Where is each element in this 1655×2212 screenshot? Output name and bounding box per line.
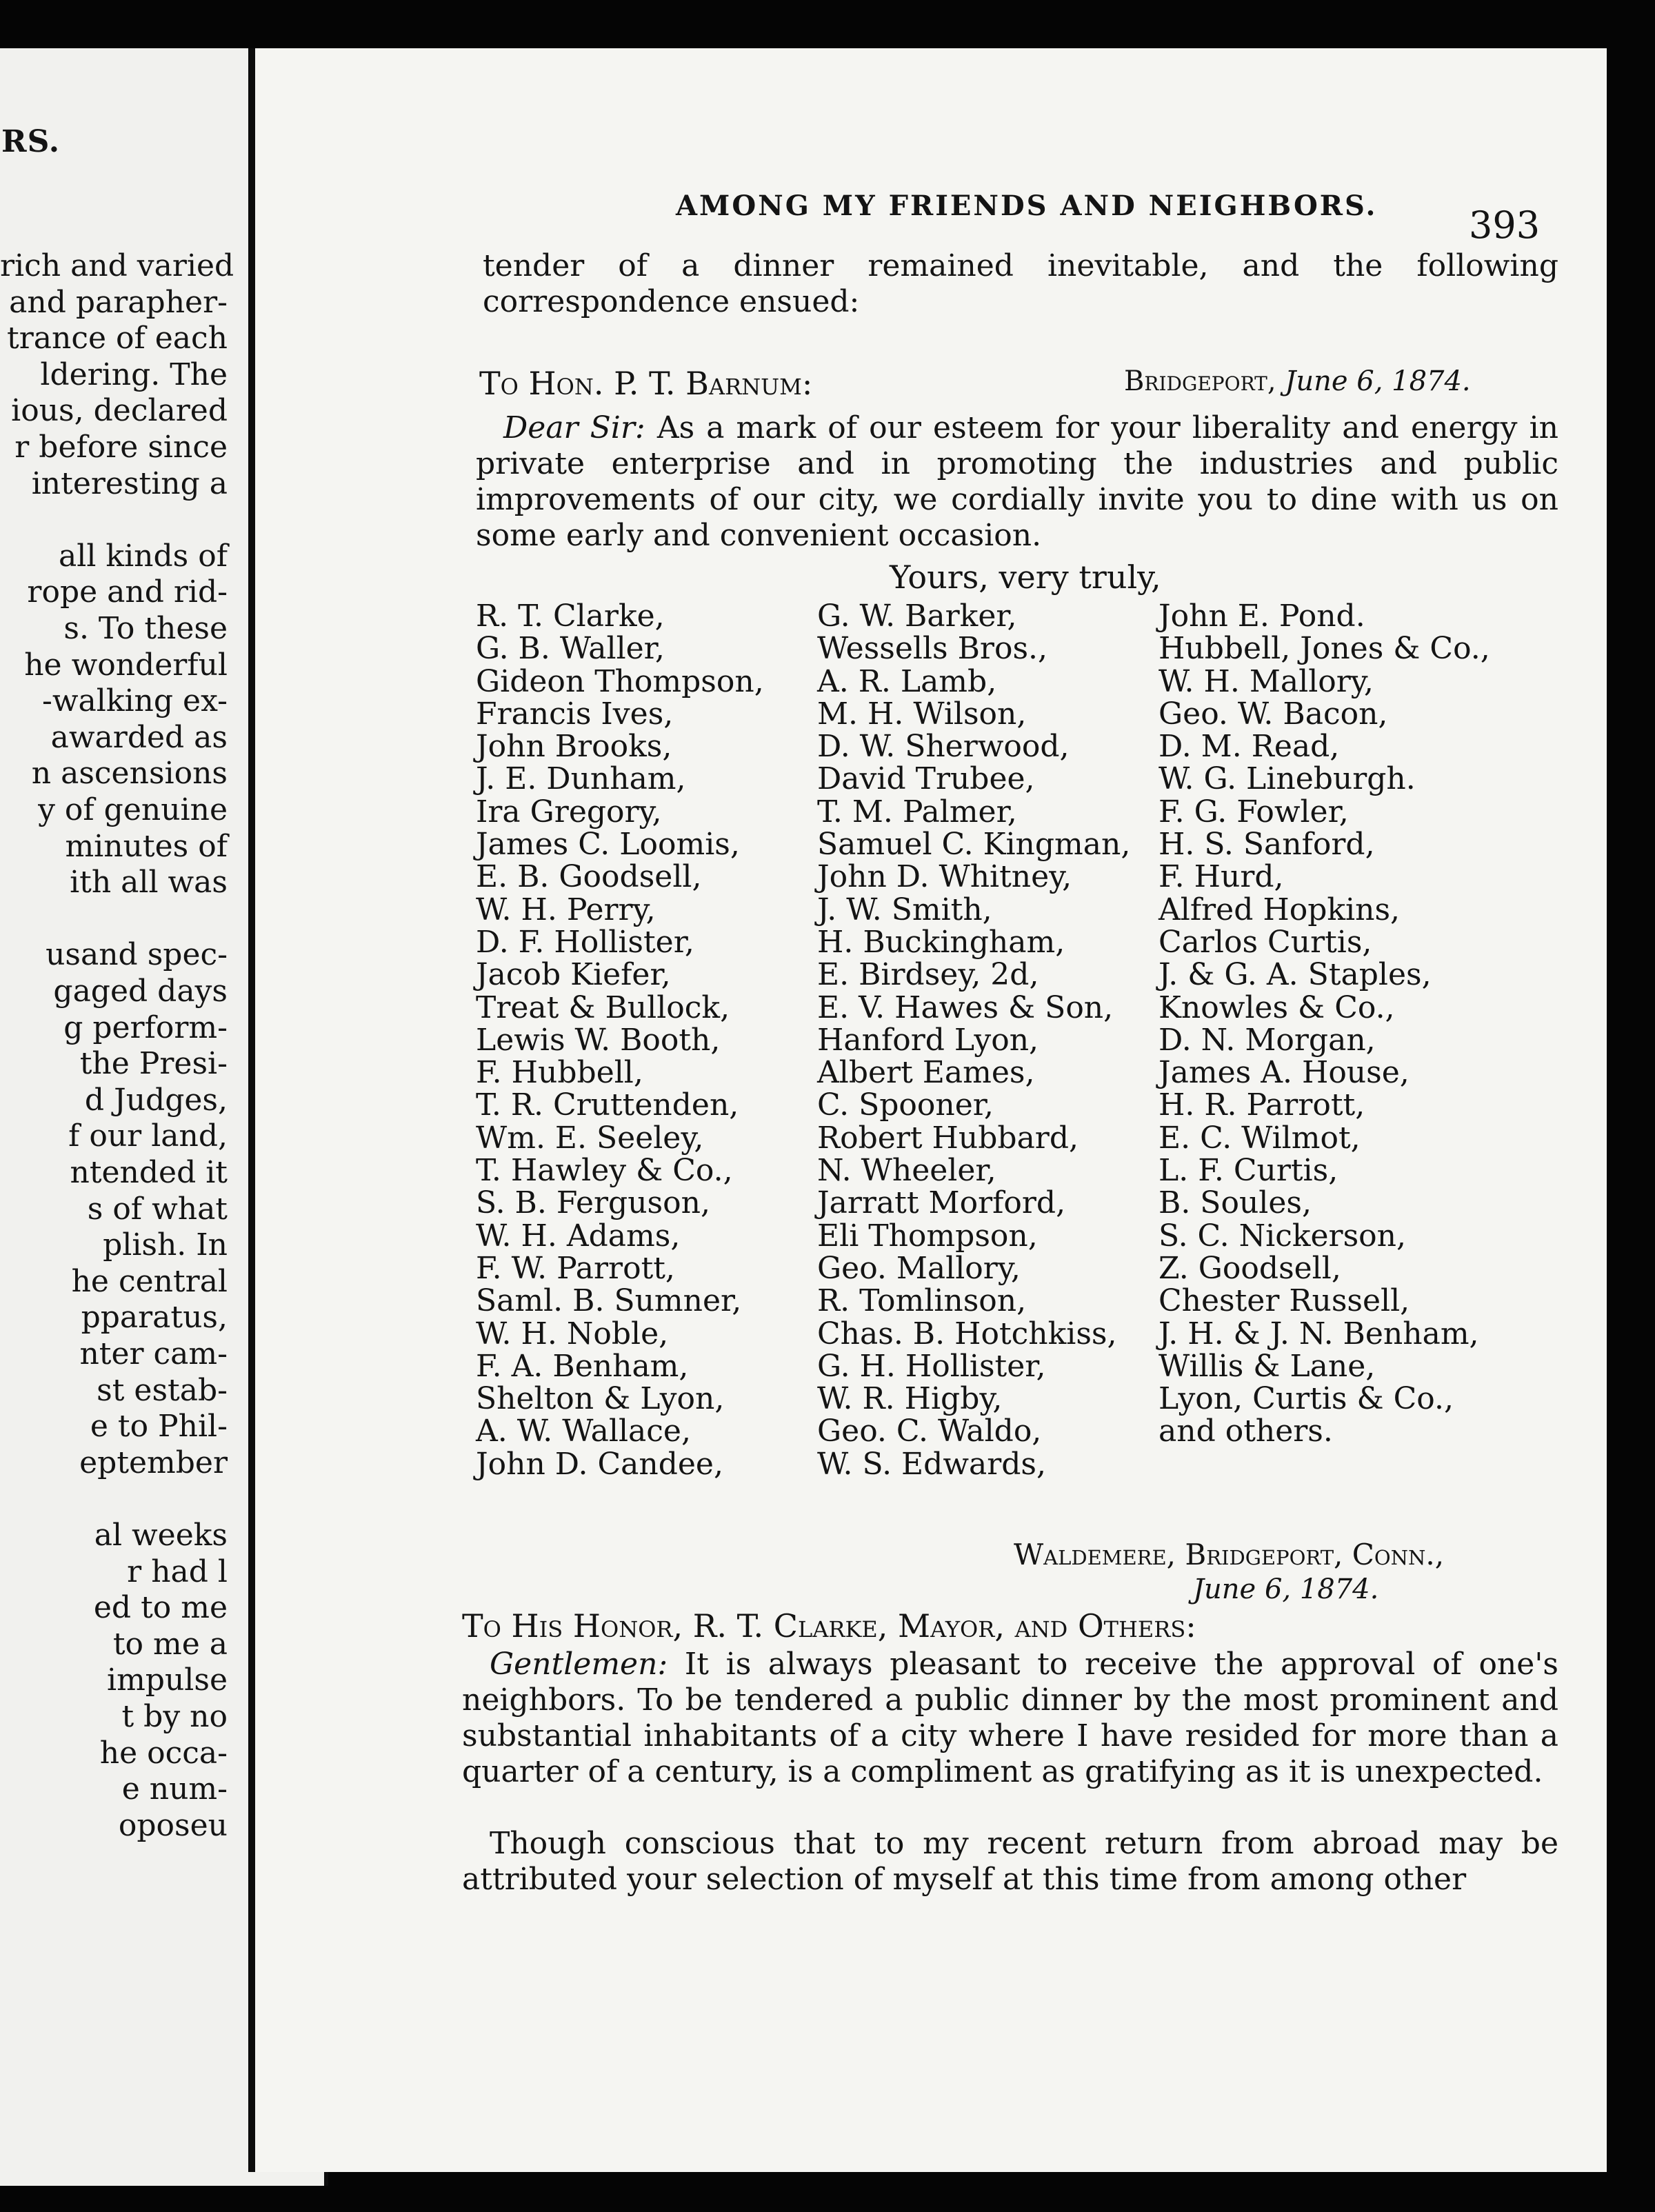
left-page-line: he central <box>71 1263 228 1299</box>
signer-name: Z. Goodsell, <box>1158 1250 1341 1286</box>
letter2-body-continued: Though conscious that to my recent return from abroad may be attributed your selection of myself at this time from among other <box>462 1826 1558 1897</box>
signer-name: E. Birdsey, 2d, <box>817 957 1039 993</box>
signer-name: J. H. & J. N. Benham, <box>1158 1316 1479 1351</box>
signer-name: H. S. Sanford, <box>1158 827 1375 863</box>
signer-name: A. W. Wallace, <box>476 1414 691 1449</box>
signers-column-2 <box>817 600 1130 1480</box>
signer-name: T. M. Palmer, <box>817 794 1017 830</box>
signer-name: Treat & Bullock, <box>476 989 730 1025</box>
signer-name: W. G. Lineburgh. <box>1158 761 1416 797</box>
left-page-header: RS. <box>1 124 61 159</box>
left-page-line: s of what <box>87 1191 228 1227</box>
signer-name: Samuel C. Kingman, <box>817 827 1131 863</box>
left-page-line: oposeu <box>118 1807 228 1843</box>
signer-name: D. F. Hollister, <box>476 924 694 960</box>
signer-name: D. N. Morgan, <box>1158 1022 1376 1058</box>
signers-column-1 <box>476 600 764 1480</box>
letter2-body <box>462 1647 1558 1790</box>
signer-name: Lewis W. Booth, <box>476 1022 721 1058</box>
signer-name: N. Wheeler, <box>817 1153 996 1189</box>
left-page-line: rich and varied <box>0 248 234 283</box>
letter2-body-text: It is always pleasant to receive the approval of one's neighbors. To be tendered a public dinner by the most prominent and substantial inhabitants of a city where I have resided for more than a quarter of a century, is a compliment as gratifying as it is unexpected. <box>462 1647 1558 1789</box>
signer-name: J. & G. A. Staples, <box>1158 957 1432 993</box>
signer-name: John D. Candee, <box>476 1446 723 1482</box>
left-page-line: st estab- <box>97 1372 228 1408</box>
signer-name: S. B. Ferguson, <box>476 1185 710 1221</box>
left-page-line: he wonderful <box>24 647 228 683</box>
signer-name: Alfred Hopkins, <box>1158 892 1401 927</box>
left-page-line: to me a <box>112 1626 228 1662</box>
signer-name: L. F. Curtis, <box>1158 1153 1338 1189</box>
signer-name: W. H. Adams, <box>476 1218 681 1254</box>
signer-name: Shelton & Lyon, <box>476 1381 725 1417</box>
signer-name: E. V. Hawes & Son, <box>817 989 1114 1025</box>
signer-name: John Brooks, <box>476 729 672 765</box>
signer-name: Hubbell, Jones & Co., <box>1158 631 1490 667</box>
left-page-line: trance of each <box>7 321 228 356</box>
signer-name: W. H. Noble, <box>476 1316 669 1351</box>
left-page-line: pparatus, <box>81 1300 228 1336</box>
signer-name: Albert Eames, <box>817 1055 1035 1091</box>
left-page-line: f our land, <box>68 1118 228 1154</box>
signer-name: Willis & Lane, <box>1158 1348 1376 1384</box>
letter2-salutation: Gentlemen: <box>490 1647 668 1682</box>
left-page-line: y of genuine <box>38 792 228 827</box>
signer-name: C. Spooner, <box>817 1087 994 1123</box>
signer-name: Saml. B. Sumner, <box>476 1283 742 1319</box>
signer-name: D. W. Sherwood, <box>817 729 1070 765</box>
signer-name: Geo. Mallory, <box>817 1250 1021 1286</box>
left-page-line: interesting a <box>31 465 228 501</box>
signer-name: Carlos Curtis, <box>1158 924 1372 960</box>
signer-name: Chester Russell, <box>1158 1283 1410 1319</box>
signer-name: W. R. Higby, <box>817 1381 1003 1417</box>
right-page <box>248 48 1607 2172</box>
signer-name: W. S. Edwards, <box>817 1446 1046 1482</box>
signer-name: Gideon Thompson, <box>476 663 764 699</box>
signer-name: Jarratt Morford, <box>817 1185 1066 1221</box>
letter1-body-text: As a mark of our esteem for your liberality and energy in private enterprise and in promoting the industries and public improvements of our city, we cordially invite you to dine with us on some early and convenient occasion. <box>476 410 1558 553</box>
signer-name: James A. House, <box>1158 1055 1410 1091</box>
signer-name: John D. Whitney, <box>817 859 1072 895</box>
letter1-salutation: Dear Sir: <box>503 410 645 445</box>
signer-name: E. C. Wilmot, <box>1158 1120 1361 1156</box>
left-page-line: awarded as <box>50 719 228 755</box>
left-page-line: ldering. The <box>40 356 228 392</box>
left-page-line: minutes of <box>65 828 228 864</box>
left-page-line: g perform- <box>63 1009 228 1045</box>
letter1-place: Bridgeport, <box>1124 365 1276 397</box>
signer-name: Robert Hubbard, <box>817 1120 1079 1156</box>
left-page-line: ntended it <box>70 1155 228 1190</box>
signer-name: S. C. Nickerson, <box>1158 1218 1406 1254</box>
left-page-line: eptember <box>79 1445 228 1480</box>
left-page-line: e num- <box>121 1771 228 1807</box>
signer-name: E. B. Goodsell, <box>476 859 702 895</box>
signer-name: Jacob Kiefer, <box>476 957 671 993</box>
signer-name: David Trubee, <box>817 761 1035 797</box>
left-page-line: n ascensions <box>31 756 228 792</box>
signer-name: D. M. Read, <box>1158 729 1340 765</box>
left-page-line: r before since <box>14 430 228 465</box>
left-page-line: all kinds of <box>59 538 228 574</box>
left-page-line: t by no <box>121 1699 228 1734</box>
signer-name: Hanford Lyon, <box>817 1022 1039 1058</box>
letter1-dateline <box>1124 365 1471 397</box>
intro-paragraph: tender of a dinner remained inevitable, and the following correspondence ensued: <box>483 248 1558 319</box>
signer-name: Ira Gregory, <box>476 794 662 830</box>
left-page-line: e to Phil- <box>90 1409 228 1445</box>
left-page-line: impulse <box>107 1662 228 1698</box>
left-page-line: al weeks <box>94 1518 228 1553</box>
left-page-line: r had l <box>127 1554 228 1589</box>
letter1-closing: Yours, very truly, <box>890 559 1161 596</box>
running-head: AMONG MY FRIENDS AND NEIGHBORS. <box>676 190 1378 222</box>
signer-name: F. A. Benham, <box>476 1348 689 1384</box>
signer-name: Wessells Bros., <box>817 631 1047 667</box>
signer-name: R. Tomlinson, <box>817 1283 1027 1319</box>
signer-name: John E. Pond. <box>1158 599 1365 634</box>
left-page-line: the Presi- <box>79 1046 228 1082</box>
signer-name: T. Hawley & Co., <box>476 1153 733 1189</box>
letter1-addressee: To Hon. P. T. Barnum: <box>479 365 813 402</box>
signer-name: B. Soules, <box>1158 1185 1312 1221</box>
signer-name: James C. Loomis, <box>476 827 740 863</box>
left-page-line: and parapher- <box>9 284 228 320</box>
left-page-line: usand spec- <box>46 937 228 973</box>
signer-name: F. Hubbell, <box>476 1055 643 1091</box>
signer-name: W. H. Perry, <box>476 892 656 927</box>
signer-name: Eli Thompson, <box>817 1218 1038 1254</box>
signer-name: F. W. Parrott, <box>476 1250 675 1286</box>
signer-name: Chas. B. Hotchkiss, <box>817 1316 1117 1351</box>
left-page-line: -walking ex- <box>41 683 228 719</box>
signer-name: F. G. Fowler, <box>1158 794 1349 830</box>
signer-name: G. W. Barker, <box>817 599 1017 634</box>
signer-name: R. T. Clarke, <box>476 599 665 634</box>
left-page-line: gaged days <box>53 974 228 1009</box>
left-page-line: ed to me <box>93 1590 228 1626</box>
signers-column-3 <box>1158 600 1490 1448</box>
signer-name: W. H. Mallory, <box>1158 663 1374 699</box>
signer-name: G. B. Waller, <box>476 631 665 667</box>
signer-name: Lyon, Curtis & Co., <box>1158 1381 1454 1417</box>
letter1-date: June 6, 1874. <box>1285 365 1471 397</box>
left-page-line: he occa- <box>99 1735 228 1771</box>
page-number: 393 <box>1469 203 1541 247</box>
signer-name: Wm. E. Seeley, <box>476 1120 704 1156</box>
letter1-body <box>476 410 1558 554</box>
signer-name: Geo. C. Waldo, <box>817 1414 1042 1449</box>
signer-name: J. W. Smith, <box>817 892 992 927</box>
signer-name: G. H. Hollister, <box>817 1348 1046 1384</box>
left-page-line: d Judges, <box>84 1082 228 1118</box>
signer-name: F. Hurd, <box>1158 859 1284 895</box>
signer-name: A. R. Lamb, <box>817 663 997 699</box>
signer-name: J. E. Dunham, <box>476 761 686 797</box>
signer-name: Geo. W. Bacon, <box>1158 696 1388 732</box>
signer-name: M. H. Wilson, <box>817 696 1027 732</box>
signer-name: H. Buckingham, <box>817 924 1065 960</box>
letter2-place: Waldemere, Bridgeport, Conn., <box>1014 1538 1445 1571</box>
signer-name: Francis Ives, <box>476 696 674 732</box>
left-page-line: ious, declared <box>11 393 228 429</box>
signer-name: H. R. Parrott, <box>1158 1087 1365 1123</box>
signer-name: T. R. Cruttenden, <box>476 1087 739 1123</box>
letter2-addressee: To His Honor, R. T. Clarke, Mayor, and Others: <box>462 1607 1196 1645</box>
left-page-line: s. To these <box>63 611 228 646</box>
left-page-line: plish. In <box>103 1227 228 1263</box>
signer-name: Knowles & Co., <box>1158 989 1395 1025</box>
letter2-date: June 6, 1874. <box>1193 1573 1379 1605</box>
left-page-line: ith all was <box>70 865 228 901</box>
left-page-line: nter cam- <box>79 1336 228 1371</box>
left-page-line: rope and rid- <box>27 574 228 610</box>
signer-name: and others. <box>1158 1414 1333 1449</box>
